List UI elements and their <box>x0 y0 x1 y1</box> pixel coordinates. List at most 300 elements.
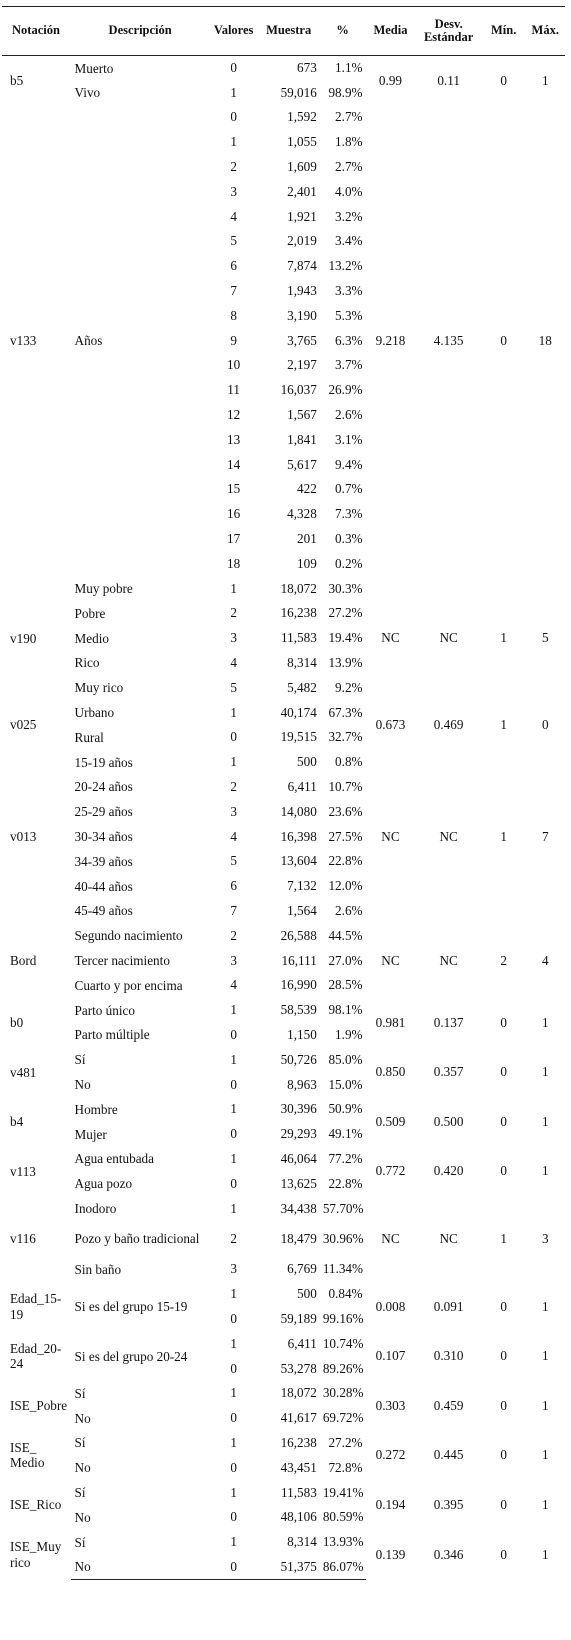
description-cell: Sí <box>74 1435 86 1451</box>
notation-cell: v116 <box>10 1231 36 1247</box>
description-cell: Pobre <box>74 605 106 621</box>
description-cell: 25-29 años <box>74 804 133 820</box>
percent-cell: 19.41% <box>322 1484 364 1500</box>
percent-cell: 98.1% <box>328 1002 363 1018</box>
table-row <box>2 1282 565 1307</box>
value-cell: 1 <box>230 134 237 150</box>
description-cell: 34-39 años <box>74 853 133 869</box>
table-row <box>2 1530 565 1555</box>
max-cell: 1 <box>541 1348 549 1364</box>
value-cell: 5 <box>230 233 237 249</box>
percent-cell: 9.2% <box>335 679 363 695</box>
mean-cell: NC <box>381 630 400 646</box>
percent-cell: 69.72% <box>322 1410 364 1426</box>
percent-cell: 0.3% <box>335 531 363 547</box>
sample-cell: 500 <box>297 754 317 770</box>
percent-cell: 10.7% <box>328 779 363 794</box>
max-cell: 1 <box>541 1447 549 1463</box>
value-cell: 0 <box>230 109 237 125</box>
table-row <box>2 56 565 81</box>
sample-cell: 18,072 <box>280 1385 317 1401</box>
mean-cell: NC <box>381 828 400 844</box>
notation-cell: v025 <box>10 717 37 733</box>
value-cell: 16 <box>227 506 241 522</box>
value-cell: 1 <box>230 704 237 720</box>
sample-cell: 51,375 <box>258 1555 320 1580</box>
table-row <box>2 923 565 948</box>
max-cell: 1 <box>541 1546 549 1562</box>
description-cell: 20-24 años <box>74 779 133 795</box>
sample-cell: 1,567 <box>287 407 317 423</box>
sample-cell: 18,072 <box>280 580 317 596</box>
notation-cell: v133 <box>10 333 37 349</box>
notation-cell: v013 <box>10 829 37 845</box>
value-cell: 1 <box>230 1286 237 1302</box>
description-cell: Si es del grupo 15-19 <box>74 1298 188 1314</box>
notation-cell: ISE_ Medio <box>10 1440 45 1471</box>
value-cell: 2 <box>230 605 237 621</box>
percent-cell: 9.4% <box>335 456 363 472</box>
sample-cell: 59,016 <box>280 84 317 100</box>
description-cell: Muerto <box>74 60 114 76</box>
std-dev-cell: 0.500 <box>433 1113 464 1129</box>
notation-cell: v481 <box>10 1064 37 1080</box>
table-row <box>2 1381 565 1406</box>
value-cell: 14 <box>227 456 241 472</box>
min-cell: 2 <box>500 952 507 968</box>
percent-cell: 57.70% <box>322 1200 364 1216</box>
mean-cell: 0.139 <box>375 1546 406 1562</box>
sample-cell: 2,019 <box>287 233 317 249</box>
percent-cell: 27.2% <box>328 1434 363 1450</box>
value-cell: 0 <box>230 1459 237 1475</box>
description-cell: Segundo nacimiento <box>74 928 183 944</box>
sample-cell: 6,769 <box>287 1261 317 1277</box>
table-row <box>2 105 565 130</box>
table-row <box>2 700 565 725</box>
value-cell: 3 <box>230 630 237 646</box>
header-row <box>2 7 565 56</box>
mean-cell: 0.303 <box>375 1397 406 1413</box>
value-cell: 0 <box>230 1509 237 1525</box>
min-cell: 0 <box>500 72 507 88</box>
percent-cell: 1.8% <box>335 134 363 150</box>
value-cell: 4 <box>230 655 237 671</box>
percent-cell: 3.1% <box>335 431 363 447</box>
description-cell: Muy rico <box>74 680 124 696</box>
description-cell: Rural <box>74 729 104 745</box>
sample-cell: 59,189 <box>280 1310 317 1326</box>
description-cell: 15-19 años <box>74 754 133 770</box>
value-cell: 0 <box>230 60 237 76</box>
header-values: Valores <box>210 7 258 56</box>
sample-cell: 26,588 <box>280 927 317 943</box>
percent-cell: 85.0% <box>328 1051 363 1067</box>
sample-cell: 14,080 <box>280 803 317 819</box>
value-cell: 6 <box>230 878 237 894</box>
min-cell: 0 <box>500 1014 507 1030</box>
sample-cell: 422 <box>297 481 317 497</box>
max-cell: 18 <box>538 332 552 348</box>
description-cell: Tercer nacimiento <box>74 953 170 968</box>
value-cell: 0 <box>230 1076 237 1092</box>
description-cell: Años <box>74 333 103 349</box>
percent-cell: 0.84% <box>328 1286 363 1302</box>
min-cell: 1 <box>500 717 507 733</box>
max-cell: 5 <box>541 630 549 646</box>
percent-cell: 2.6% <box>335 902 363 918</box>
value-cell: 2 <box>230 927 237 943</box>
percent-cell: 3.3% <box>335 283 363 299</box>
value-cell: 5 <box>230 679 237 695</box>
percent-cell: 13.2% <box>328 258 363 274</box>
min-cell: 1 <box>500 828 507 844</box>
notation-cell: Edad_20-24 <box>10 1340 62 1372</box>
percent-cell: 11.34% <box>322 1261 363 1277</box>
table-row <box>2 1196 565 1221</box>
value-cell: 1 <box>230 1150 237 1166</box>
value-cell: 1 <box>230 84 237 100</box>
description-cell: 30-34 años <box>74 829 133 845</box>
std-dev-cell: 0.459 <box>433 1397 464 1413</box>
percent-cell: 3.2% <box>335 208 363 224</box>
percent-cell: 30.28% <box>322 1385 364 1401</box>
table-row <box>2 1097 565 1122</box>
value-cell: 1 <box>230 754 237 770</box>
sample-cell: 109 <box>297 555 317 571</box>
notation-cell: ISE_Pobre <box>10 1398 68 1414</box>
value-cell: 2 <box>230 779 237 794</box>
max-cell: 1 <box>541 1298 549 1314</box>
percent-cell: 44.5% <box>328 927 363 943</box>
value-cell: 0 <box>230 1360 237 1376</box>
descriptive-statistics-table <box>2 6 565 1580</box>
sample-cell: 16,990 <box>280 977 317 993</box>
std-dev-cell: 0.11 <box>437 72 460 88</box>
sample-cell: 6,411 <box>287 779 317 794</box>
sample-cell: 53,278 <box>280 1360 317 1376</box>
mean-cell: 0.850 <box>375 1064 406 1080</box>
max-cell: 0 <box>541 717 549 733</box>
value-cell: 9 <box>230 332 237 348</box>
sample-cell: 16,238 <box>280 605 317 621</box>
percent-cell: 30.96% <box>322 1230 364 1246</box>
description-cell: Sin baño <box>74 1261 122 1277</box>
description-cell: Sí <box>74 1484 86 1500</box>
value-cell: 1 <box>230 1051 237 1067</box>
value-cell: 15 <box>227 481 241 497</box>
sample-cell: 18,479 <box>280 1230 317 1246</box>
description-cell: Mujer <box>74 1126 107 1142</box>
value-cell: 0 <box>230 1126 237 1142</box>
value-cell: 3 <box>230 803 237 819</box>
value-cell: 3 <box>230 952 237 968</box>
min-cell: 0 <box>500 1397 507 1413</box>
value-cell: 0 <box>230 729 237 745</box>
percent-cell: 26.9% <box>328 382 363 398</box>
sample-cell: 201 <box>297 531 317 547</box>
percent-cell: 89.26% <box>322 1360 364 1376</box>
notation-cell: b0 <box>10 1014 24 1030</box>
value-cell: 13 <box>227 431 241 447</box>
description-cell: Hombre <box>74 1101 118 1117</box>
description-cell: Medio <box>74 630 109 646</box>
sample-cell: 1,055 <box>287 134 317 150</box>
value-cell: 1 <box>230 1484 237 1500</box>
percent-cell: 3.4% <box>335 233 363 249</box>
description-cell: Sí <box>74 1052 86 1068</box>
percent-cell: 1.9% <box>335 1026 363 1042</box>
mean-cell: 0.673 <box>375 717 406 733</box>
value-cell: 1 <box>230 1335 237 1351</box>
value-cell: 3 <box>230 183 237 199</box>
sample-cell: 19,515 <box>280 729 317 745</box>
sample-cell: 1,841 <box>287 431 317 447</box>
value-cell: 7 <box>230 283 237 299</box>
value-cell: 3 <box>230 1261 237 1277</box>
value-cell: 2 <box>230 159 237 175</box>
value-cell: 1 <box>230 1434 237 1450</box>
max-cell: 4 <box>541 952 549 968</box>
min-cell: 0 <box>500 1163 507 1179</box>
value-cell: 1 <box>230 1200 237 1216</box>
sample-cell: 1,592 <box>287 109 317 125</box>
percent-cell: 77.2% <box>328 1150 363 1166</box>
value-cell: 0 <box>230 1175 237 1191</box>
max-cell: 1 <box>541 1496 549 1512</box>
min-cell: 1 <box>500 1230 507 1246</box>
value-cell: 1 <box>230 1101 237 1117</box>
value-cell: 0 <box>230 1310 237 1326</box>
sample-cell: 5,482 <box>287 679 317 695</box>
percent-cell: 50.9% <box>328 1101 363 1117</box>
table-row <box>2 750 565 775</box>
percent-cell: 15.0% <box>328 1076 363 1092</box>
value-cell: 4 <box>230 828 237 844</box>
std-dev-cell: 0.469 <box>433 717 464 733</box>
description-cell: No <box>74 1076 91 1092</box>
description-cell: Parto múltiple <box>74 1027 150 1043</box>
notation-cell: ISE_Muy rico <box>10 1539 62 1570</box>
sample-cell: 16,238 <box>280 1434 317 1450</box>
sample-cell: 8,314 <box>287 1534 317 1550</box>
percent-cell: 12.0% <box>328 878 363 894</box>
percent-cell: 32.7% <box>328 729 363 745</box>
table-row <box>2 1431 565 1456</box>
percent-cell: 99.16% <box>322 1310 364 1326</box>
mean-cell: 0.008 <box>375 1298 406 1314</box>
sample-cell: 48,106 <box>280 1509 317 1525</box>
description-cell: Parto único <box>74 1002 135 1018</box>
description-cell: 40-44 años <box>74 878 133 894</box>
description-cell: Rico <box>74 655 100 671</box>
header-notation: Notación <box>2 7 71 56</box>
percent-cell: 0.8% <box>335 754 363 770</box>
description-cell: No <box>71 1555 210 1580</box>
sample-cell: 500 <box>297 1286 317 1302</box>
percent-cell: 6.3% <box>335 332 363 348</box>
std-dev-cell: 0.091 <box>433 1298 464 1314</box>
sample-cell: 13,625 <box>280 1175 317 1191</box>
min-cell: 0 <box>500 1298 507 1314</box>
std-dev-cell: 4.135 <box>433 332 464 348</box>
std-dev-cell: 0.395 <box>433 1496 464 1512</box>
description-cell: Sí <box>74 1534 86 1550</box>
notation-cell: b5 <box>10 72 24 88</box>
description-cell: Sí <box>74 1385 86 1401</box>
sample-cell: 16,037 <box>280 382 317 398</box>
description-cell: Vivo <box>74 85 101 101</box>
percent-cell: 2.6% <box>335 407 363 423</box>
std-dev-cell: NC <box>439 1230 458 1246</box>
value-cell: 6 <box>230 258 237 274</box>
percent-cell: 27.2% <box>328 605 363 621</box>
percent-cell: 19.4% <box>328 630 363 646</box>
percent-cell: 27.5% <box>328 828 363 844</box>
sample-cell: 13,604 <box>280 853 317 869</box>
std-dev-cell: 0.357 <box>433 1064 464 1080</box>
sample-cell: 58,539 <box>280 1002 317 1018</box>
percent-cell: 86.07% <box>320 1555 366 1580</box>
sample-cell: 1,943 <box>287 283 317 299</box>
description-cell: Urbano <box>74 705 115 721</box>
sample-cell: 30,396 <box>280 1101 317 1117</box>
sample-cell: 1,564 <box>287 902 317 918</box>
sample-cell: 1,921 <box>287 208 317 224</box>
sample-cell: 673 <box>297 60 317 76</box>
table-row <box>2 1047 565 1072</box>
mean-cell: 0.772 <box>375 1163 406 1179</box>
notation-cell: v113 <box>10 1163 36 1179</box>
value-cell: 1 <box>230 1385 237 1401</box>
description-cell: Muy pobre <box>74 581 133 597</box>
max-cell: 1 <box>541 1163 549 1179</box>
sample-cell: 16,398 <box>280 828 317 844</box>
sample-cell: 46,064 <box>280 1150 317 1166</box>
mean-cell: 0.272 <box>375 1447 406 1463</box>
sample-cell: 1,609 <box>287 159 317 175</box>
notation-cell: Edad_15-19 <box>10 1291 62 1322</box>
sample-cell: 16,111 <box>281 952 317 968</box>
percent-cell: 4.0% <box>335 183 363 199</box>
description-cell: No <box>74 1509 91 1525</box>
min-cell: 0 <box>500 1447 507 1463</box>
sample-cell: 5,617 <box>287 456 317 472</box>
sample-cell: 40,174 <box>280 704 317 720</box>
description-cell: Inodoro <box>74 1200 117 1216</box>
percent-cell: 67.3% <box>328 704 363 720</box>
table-row <box>2 576 565 601</box>
std-dev-cell: 0.137 <box>433 1014 464 1030</box>
notation-cell: ISE_Rico <box>10 1497 62 1513</box>
table-row <box>2 1147 565 1172</box>
min-cell: 0 <box>500 1064 507 1080</box>
value-cell: 5 <box>230 853 237 869</box>
std-dev-cell: NC <box>439 952 458 968</box>
value-cell: 1 <box>230 1002 237 1018</box>
description-cell: Pozo y baño tradicional <box>74 1231 200 1247</box>
sample-cell: 50,726 <box>280 1051 317 1067</box>
header-std-dev: Desv. Estándar <box>415 7 481 56</box>
sample-cell: 3,190 <box>287 307 317 323</box>
percent-cell: 28.5% <box>328 977 363 993</box>
percent-cell: 80.59% <box>322 1509 364 1525</box>
std-dev-cell: NC <box>439 828 458 844</box>
max-cell: 1 <box>541 1113 549 1129</box>
value-cell: 7 <box>230 902 237 918</box>
description-cell: No <box>74 1460 91 1476</box>
min-cell: 0 <box>500 1546 507 1562</box>
table-row <box>2 1331 565 1356</box>
sample-cell: 2,197 <box>287 357 317 373</box>
description-cell: Agua entubada <box>74 1151 155 1167</box>
description-cell: 45-49 años <box>74 903 133 919</box>
notation-cell: Bord <box>10 953 37 968</box>
percent-cell: 22.8% <box>328 853 363 869</box>
max-cell: 1 <box>541 1014 549 1030</box>
max-cell: 1 <box>541 72 549 88</box>
value-cell: 1 <box>230 1534 237 1550</box>
max-cell: 7 <box>541 828 549 844</box>
value-cell: 8 <box>230 307 237 323</box>
percent-cell: 30.3% <box>328 580 363 596</box>
value-cell: 12 <box>227 407 241 423</box>
sample-cell: 43,451 <box>280 1459 317 1475</box>
table-row <box>2 1480 565 1505</box>
mean-cell: 0.509 <box>375 1113 406 1129</box>
value-cell: 0 <box>210 1555 258 1580</box>
sample-cell: 34,438 <box>280 1200 317 1216</box>
std-dev-cell: 0.445 <box>433 1447 464 1463</box>
sample-cell: 29,293 <box>280 1126 317 1142</box>
header-sample: Muestra <box>258 7 320 56</box>
value-cell: 0 <box>230 1026 237 1042</box>
max-cell: 3 <box>541 1230 549 1246</box>
sample-cell: 7,132 <box>287 878 317 894</box>
min-cell: 0 <box>500 332 507 348</box>
max-cell: 1 <box>541 1064 549 1080</box>
mean-cell: NC <box>381 1230 400 1246</box>
percent-cell: 23.6% <box>328 803 363 819</box>
mean-cell: 0.107 <box>375 1348 406 1364</box>
percent-cell: 5.3% <box>335 307 363 323</box>
min-cell: 1 <box>500 630 507 646</box>
sample-cell: 8,314 <box>287 655 317 671</box>
sample-cell: 7,874 <box>287 258 317 274</box>
table-row <box>2 998 565 1023</box>
value-cell: 17 <box>227 531 241 547</box>
header-max: Máx. <box>525 7 565 56</box>
value-cell: 0 <box>230 1410 237 1426</box>
header-percent: % <box>320 7 366 56</box>
description-cell: Si es del grupo 20-24 <box>74 1348 188 1364</box>
percent-cell: 0.2% <box>335 555 363 571</box>
value-cell: 10 <box>227 357 241 373</box>
mean-cell: 9.218 <box>375 332 406 348</box>
percent-cell: 1.1% <box>335 60 363 76</box>
header-description: Descripción <box>71 7 210 56</box>
std-dev-cell: 0.346 <box>433 1546 464 1562</box>
percent-cell: 22.8% <box>328 1175 363 1191</box>
percent-cell: 72.8% <box>328 1459 363 1475</box>
sample-cell: 1,150 <box>287 1026 317 1042</box>
sample-cell: 3,765 <box>287 332 317 348</box>
min-cell: 0 <box>500 1348 507 1364</box>
percent-cell: 3.7% <box>335 357 363 373</box>
percent-cell: 2.7% <box>335 109 363 125</box>
value-cell: 4 <box>230 977 237 993</box>
value-cell: 2 <box>230 1230 237 1246</box>
